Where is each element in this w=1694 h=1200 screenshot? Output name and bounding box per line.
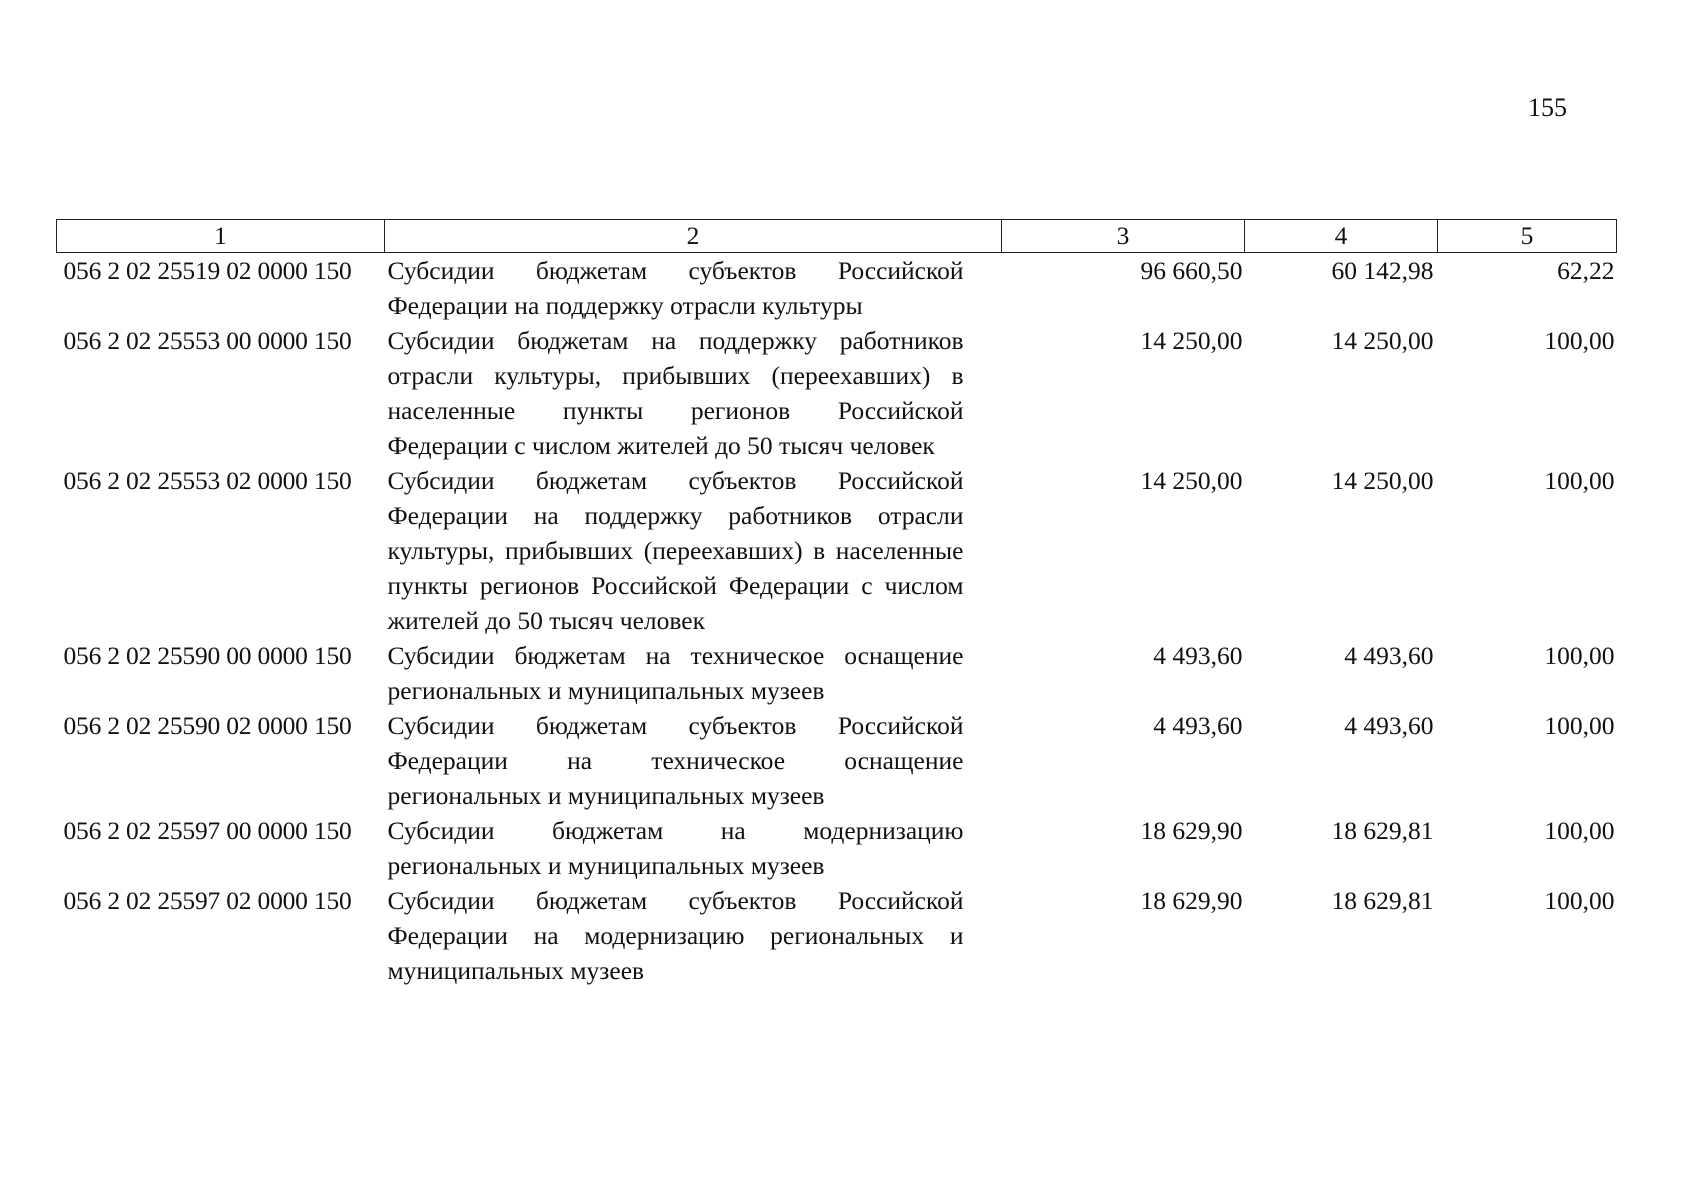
description-cell: Субсидии бюджетам на модернизацию региональных и муниципальных музеев (387, 816, 964, 880)
value-col5-cell: 100,00 (1544, 641, 1615, 670)
value-col5-cell: 100,00 (1544, 466, 1615, 495)
table-row (57, 883, 1617, 988)
budget-code-cell: 056 2 02 25590 00 0000 150 (63, 641, 352, 670)
value-col3-cell: 96 660,50 (1140, 256, 1243, 285)
page-number: 155 (1528, 93, 1567, 122)
column-header-2: 2 (385, 220, 1002, 253)
value-col3-cell: 4 493,60 (1153, 641, 1243, 670)
table-row (57, 638, 1617, 708)
budget-code-cell: 056 2 02 25597 00 0000 150 (63, 816, 352, 845)
column-header-4: 4 (1245, 220, 1438, 253)
description-cell: Субсидии бюджетам на поддержку работников отрасли культуры, прибывших (переехавших) в населенные пункты регионов Российской Федерации с числом жителей до 50 тысяч человек (387, 326, 964, 460)
description-cell: Субсидии бюджетам субъектов Российской Федерации на техническое оснащение региональных и муниципальных музеев (387, 711, 964, 810)
value-col4-cell: 14 250,00 (1331, 326, 1434, 355)
value-col3-cell: 14 250,00 (1140, 466, 1243, 495)
value-col4-cell: 4 493,60 (1344, 641, 1434, 670)
budget-code-cell: 056 2 02 25553 00 0000 150 (63, 326, 352, 355)
budget-code-cell: 056 2 02 25553 02 0000 150 (63, 466, 352, 495)
budget-code-cell: 056 2 02 25597 02 0000 150 (63, 886, 352, 915)
budget-table (56, 219, 1617, 988)
table-row (57, 323, 1617, 463)
value-col4-cell: 14 250,00 (1331, 466, 1434, 495)
budget-code-cell: 056 2 02 25519 02 0000 150 (63, 256, 352, 285)
column-header-1: 1 (57, 220, 385, 253)
value-col4-cell: 60 142,98 (1331, 256, 1434, 285)
value-col5-cell: 100,00 (1544, 816, 1615, 845)
description-cell: Субсидии бюджетам на техническое оснащение региональных и муниципальных музеев (387, 641, 964, 705)
value-col3-cell: 18 629,90 (1140, 886, 1243, 915)
table-header (57, 220, 1617, 253)
value-col4-cell: 18 629,81 (1331, 886, 1434, 915)
header-row (57, 220, 1617, 253)
budget-code-cell: 056 2 02 25590 02 0000 150 (63, 711, 352, 740)
value-col5-cell: 100,00 (1544, 711, 1615, 740)
value-col4-cell: 4 493,60 (1344, 711, 1434, 740)
table-body (57, 253, 1617, 989)
column-header-3: 3 (1002, 220, 1245, 253)
value-col5-cell: 100,00 (1544, 326, 1615, 355)
table-row (57, 463, 1617, 638)
description-cell: Субсидии бюджетам субъектов Российской Федерации на модернизацию региональных и муниципальных музеев (387, 886, 964, 985)
table-row (57, 813, 1617, 883)
description-cell: Субсидии бюджетам субъектов Российской Федерации на поддержку отрасли культуры (387, 256, 964, 320)
table-row (57, 708, 1617, 813)
value-col4-cell: 18 629,81 (1331, 816, 1434, 845)
value-col5-cell: 62,22 (1557, 256, 1615, 285)
value-col3-cell: 18 629,90 (1140, 816, 1243, 845)
value-col3-cell: 4 493,60 (1153, 711, 1243, 740)
table-row (57, 253, 1617, 324)
description-cell: Субсидии бюджетам субъектов Российской Федерации на поддержку работников отрасли культуры, прибывших (переехавших) в населенные пункты регионов Российской Федерации с числом жителей до 50 тысяч человек (387, 466, 964, 635)
column-header-5: 5 (1438, 220, 1617, 253)
value-col3-cell: 14 250,00 (1140, 326, 1243, 355)
value-col5-cell: 100,00 (1544, 886, 1615, 915)
